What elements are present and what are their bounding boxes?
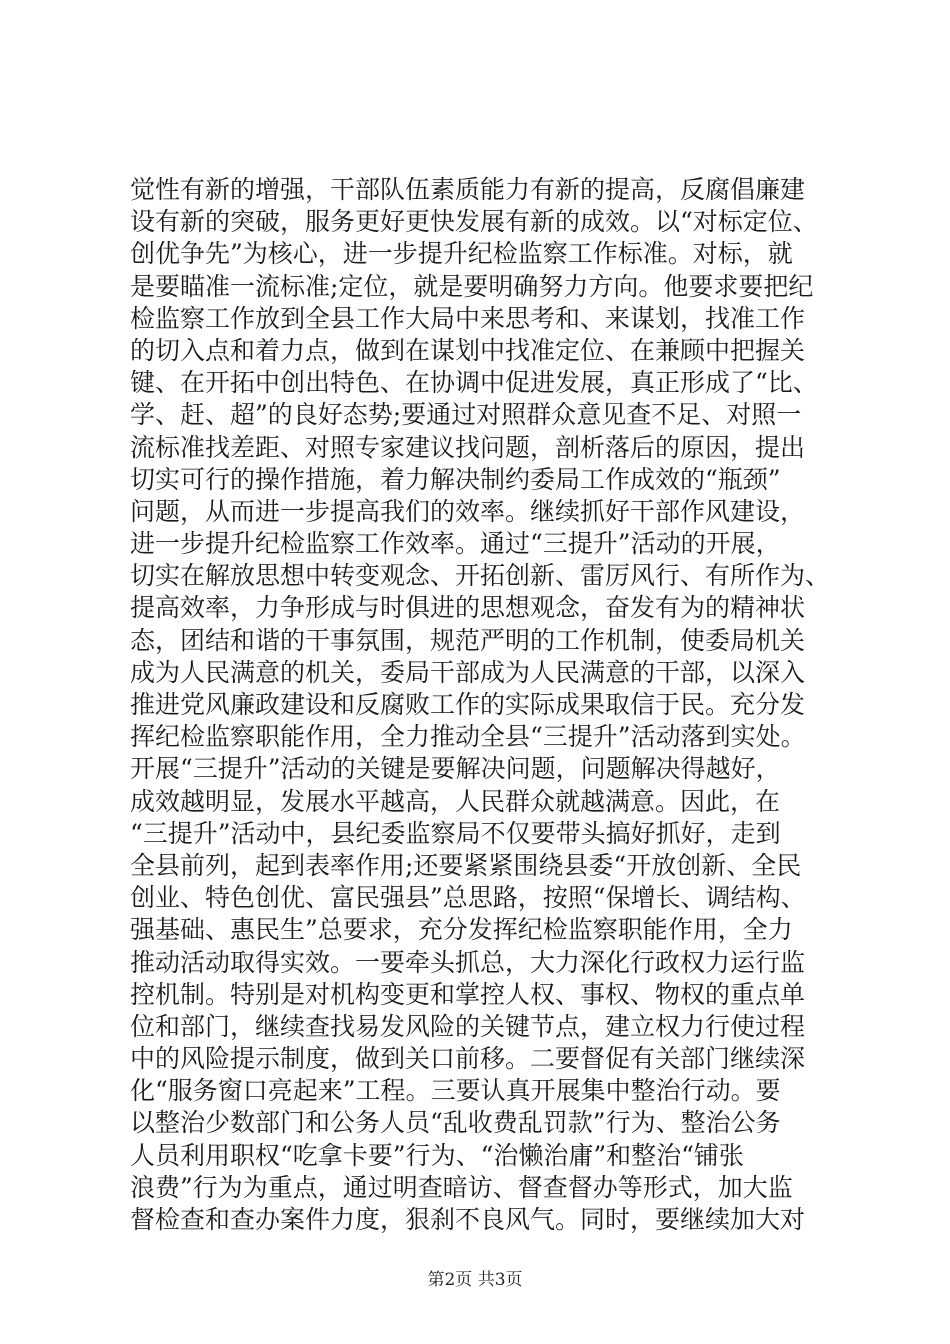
- text-line: 进一步提升纪检监察工作效率。通过“三提升”活动的开展，: [130, 529, 781, 559]
- text-line: 切实在解放思想中转变观念、开拓创新、雷厉风行、有所作为、: [130, 561, 831, 591]
- text-line: 督检查和查办案件力度，狠刹不良风气。同时，要继续加大对: [130, 1205, 806, 1234]
- text-line: 切实可行的操作措施，着力解决制约委局工作成效的“瓶颈”: [130, 464, 781, 494]
- text-line: 人员利用职权“吃拿卡要”行为、“治懒治庸”和整治“铺张: [130, 1140, 744, 1170]
- text-line: 成为人民满意的机关，委局干部成为人民满意的干部，以深入: [130, 657, 806, 687]
- text-line: 流标准找差距、对照专家建议找问题，剖析落后的原因，提出: [130, 432, 806, 462]
- text-line: 创业、特色创优、富民强县”总思路，按照“保增长、调结构、: [130, 883, 806, 913]
- text-line: 键、在开拓中创出特色、在协调中促进发展，真正形成了“比、: [130, 368, 818, 398]
- text-line: 问题，从而进一步提高我们的效率。继续抓好干部作风建设，: [130, 496, 806, 526]
- body-text: [130, 174, 850, 1236]
- text-line: 是要瞄准一流标准;定位，就是要明确努力方向。他要求要把纪: [130, 271, 814, 301]
- text-line: 推进党风廉政建设和反腐败工作的实际成果取信于民。充分发: [130, 690, 806, 719]
- text-line: 控机制。特别是对机构变更和掌控人权、事权、物权的重点单: [130, 979, 806, 1009]
- text-line: 开展“三提升”活动的关键是要解决问题，问题解决得越好，: [130, 754, 781, 784]
- text-line: 中的风险提示制度，做到关口前移。二要督促有关部门继续深: [130, 1044, 806, 1074]
- text-line: 强基础、惠民生”总要求，充分发挥纪检监察职能作用，全力: [130, 915, 793, 945]
- text-line: 态，团结和谐的干事氛围，规范严明的工作机制，使委局机关: [130, 625, 806, 655]
- page-footer: 第2页 共3页: [427, 1270, 523, 1290]
- text-line: 挥纪检监察职能作用，全力推动全县“三提升”活动落到实处。: [130, 722, 806, 752]
- text-line: 检监察工作放到全县工作大局中来思考和、来谋划，找准工作: [130, 303, 806, 333]
- text-line: 学、赶、超”的良好态势;要通过对照群众意见查不足、对照一: [130, 400, 802, 430]
- text-line: 以整治少数部门和公务人员“乱收费乱罚款”行为、整治公务: [130, 1108, 781, 1138]
- text-line: 的切入点和着力点，做到在谋划中找准定位、在兼顾中把握关: [130, 335, 806, 365]
- text-line: 化“服务窗口亮起来”工程。三要认真开展集中整治行动。要: [130, 1076, 781, 1106]
- text-line: “三提升”活动中，县纪委监察局不仅要带头搞好抓好，走到: [130, 818, 781, 848]
- text-line: 设有新的突破，服务更好更快发展有新的成效。以“对标定位、: [130, 207, 818, 237]
- text-line: 浪费”行为为重点，通过明查暗访、督查督办等形式，加大监: [130, 1172, 793, 1202]
- text-line: 位和部门，继续查找易发风险的关键节点，建立权力行使过程: [130, 1011, 806, 1041]
- text-line: 成效越明显，发展水平越高，人民群众就越满意。因此，在: [130, 786, 781, 816]
- text-line: 创优争先”为核心，进一步提升纪检监察工作标准。对标，就: [130, 239, 793, 269]
- text-line: 全县前列，起到表率作用;还要紧紧围绕县委“开放创新、全民: [130, 850, 802, 880]
- text-line: 觉性有新的增强，干部队伍素质能力有新的提高，反腐倡廉建: [130, 175, 806, 204]
- text-line: 推动活动取得实效。一要牵头抓总，大力深化行政权力运行监: [130, 947, 806, 977]
- text-line: 提高效率，力争形成与时俱进的思想观念，奋发有为的精神状: [130, 593, 806, 623]
